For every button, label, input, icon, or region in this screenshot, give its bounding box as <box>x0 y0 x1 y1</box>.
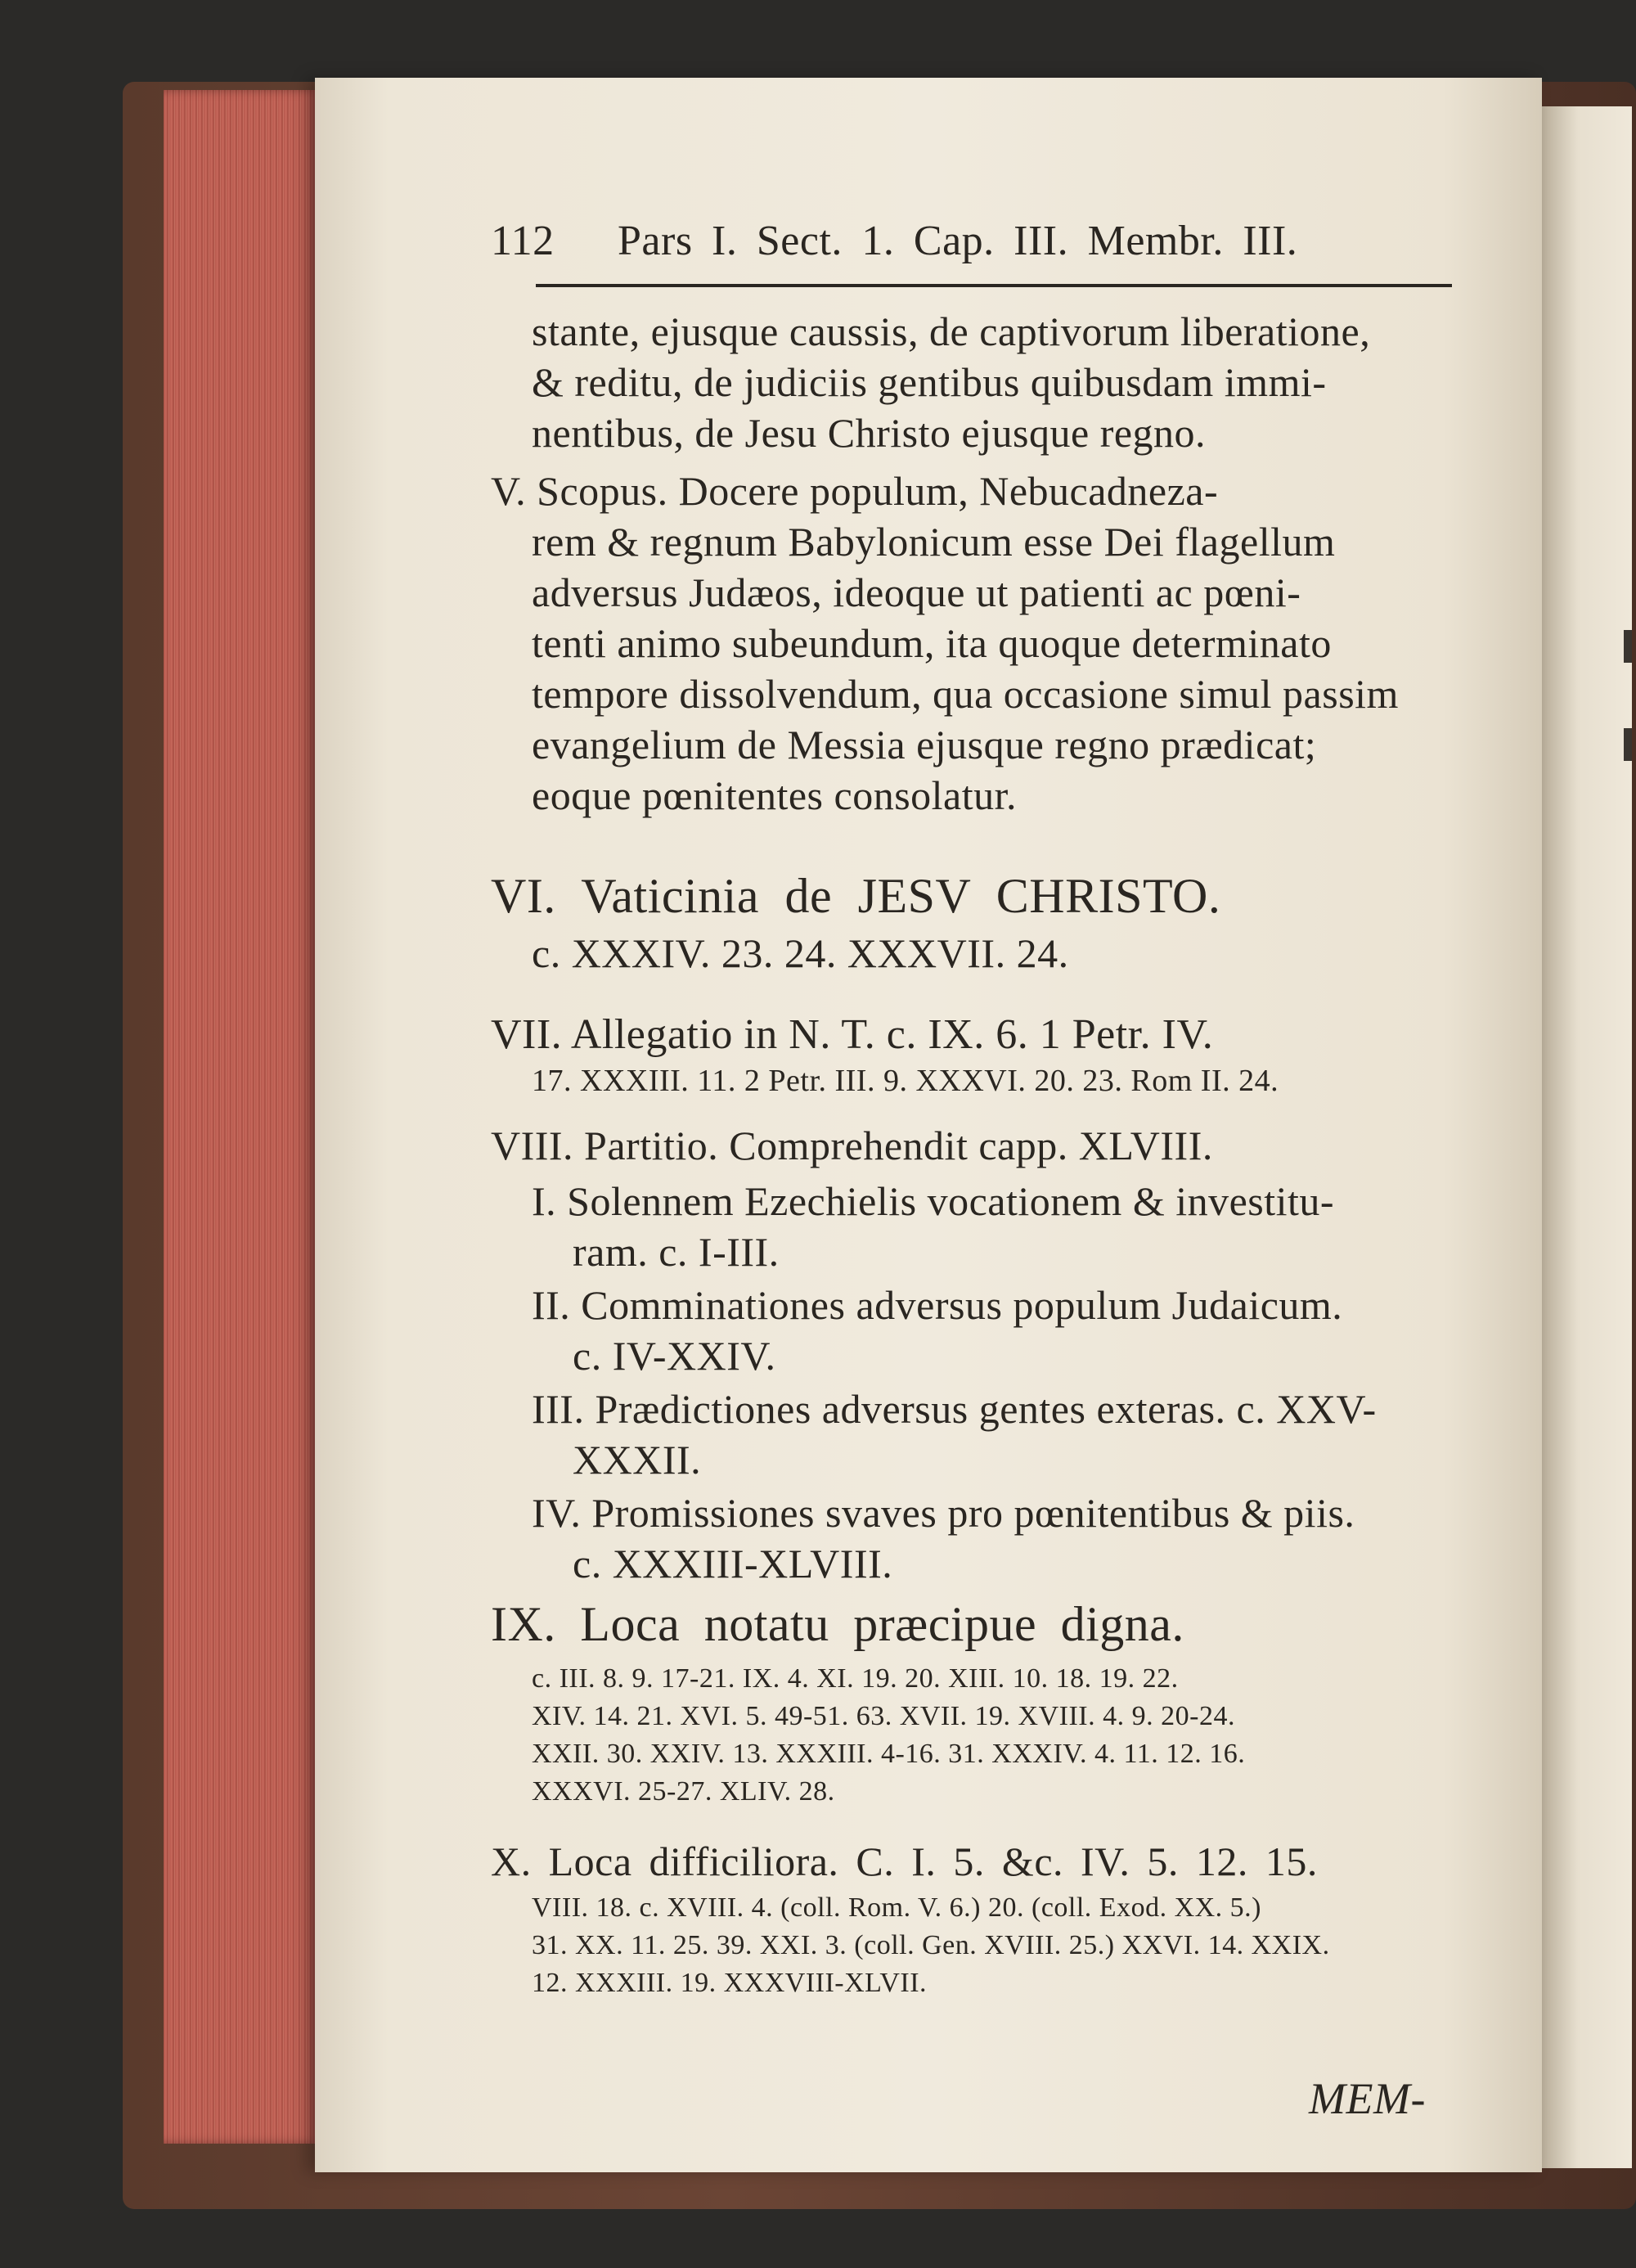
text-line: tenti animo subeundum, ita quoque determinato <box>532 620 1332 666</box>
page-text <box>315 78 1542 2172</box>
header-rule <box>536 284 1452 287</box>
section-vii-heading: VII. Allegatio in N. T. c. IX. 6. 1 Petr. IV. <box>491 1011 1214 1058</box>
text-line: XXXVI. 25-27. XLIV. 28. <box>532 1776 835 1807</box>
text-line: evangelium de Messia ejusque regno prædicat; <box>532 722 1317 767</box>
text-line: 12. XXXIII. 19. XXXVIII-XLVII. <box>532 1968 928 1998</box>
page-edges <box>164 90 319 2144</box>
facing-page-mark <box>1624 728 1632 761</box>
text-line: & reditu, de judiciis gentibus quibusdam immi- <box>532 359 1327 405</box>
text-line: c. III. 8. 9. 17-21. IX. 4. XI. 19. 20. XIII. 10. 18. 19. 22. <box>532 1663 1179 1694</box>
partitio-item: I. Solennem Ezechielis vocationem & investitu- <box>532 1178 1335 1224</box>
section-v-heading: V. Scopus. Docere populum, Nebucadneza- <box>491 468 1219 514</box>
text-line: c. XXXIV. 23. 24. XXXVII. 24. <box>532 930 1069 976</box>
text-line: tempore dissolvendum, qua occasione simul passim <box>532 671 1399 717</box>
partitio-item: III. Prædictiones adversus gentes exteras. c. XXV- <box>532 1386 1377 1432</box>
facing-page-edge <box>1542 106 1632 2168</box>
section-vi-heading: VI. Vaticinia de JESV CHRISTO. <box>491 869 1221 923</box>
partitio-item: II. Comminationes adversus populum Judaicum. <box>532 1282 1343 1328</box>
section-ix-heading: IX. Loca notatu præcipue digna. <box>491 1597 1184 1651</box>
text-line: c. IV-XXIV. <box>573 1333 776 1379</box>
text-line: eoque pœnitentes consolatur. <box>532 772 1018 818</box>
text-line: stante, ejusque caussis, de captivorum liberatione, <box>532 308 1371 354</box>
partitio-item: IV. Promissiones svaves pro pœnitentibus & piis. <box>532 1490 1355 1536</box>
text-line: 17. XXXIII. 11. 2 Petr. III. 9. XXXVI. 20. 23. Rom II. 24. <box>532 1064 1279 1098</box>
book-page <box>315 78 1542 2172</box>
running-title: Pars I. Sect. 1. Cap. III. Membr. III. <box>618 218 1298 264</box>
section-x-heading: X. Loca difficiliora. C. I. 5. &c. IV. 5. 12. 15. <box>491 1838 1318 1884</box>
text-line: XIV. 14. 21. XVI. 5. 49-51. 63. XVII. 19. XVIII. 4. 9. 20-24. <box>532 1701 1235 1731</box>
text-line: adversus Judæos, ideoque ut patienti ac pœni- <box>532 569 1301 615</box>
section-viii-heading: VIII. Partitio. Comprehendit capp. XLVIII. <box>491 1123 1213 1168</box>
text-line: rem & regnum Babylonicum esse Dei flagellum <box>532 519 1336 565</box>
catchword: MEM- <box>1309 2074 1426 2123</box>
text-line: ram. c. I-III. <box>573 1229 780 1275</box>
text-line: VIII. 18. c. XVIII. 4. (coll. Rom. V. 6.) 20. (coll. Exod. XX. 5.) <box>532 1892 1261 1923</box>
page-number: 112 <box>491 218 555 264</box>
facing-page-mark <box>1624 630 1632 663</box>
text-line: XXXII. <box>573 1437 702 1483</box>
text-line: 31. XX. 11. 25. 39. XXI. 3. (coll. Gen. XVIII. 25.) XXVI. 14. XXIX. <box>532 1930 1330 1960</box>
text-line: c. XXXIII-XLVIII. <box>573 1541 893 1586</box>
text-line: XXII. 30. XXIV. 13. XXXIII. 4-16. 31. XXXIV. 4. 11. 12. 16. <box>532 1739 1246 1769</box>
text-line: nentibus, de Jesu Christo ejusque regno. <box>532 410 1207 456</box>
